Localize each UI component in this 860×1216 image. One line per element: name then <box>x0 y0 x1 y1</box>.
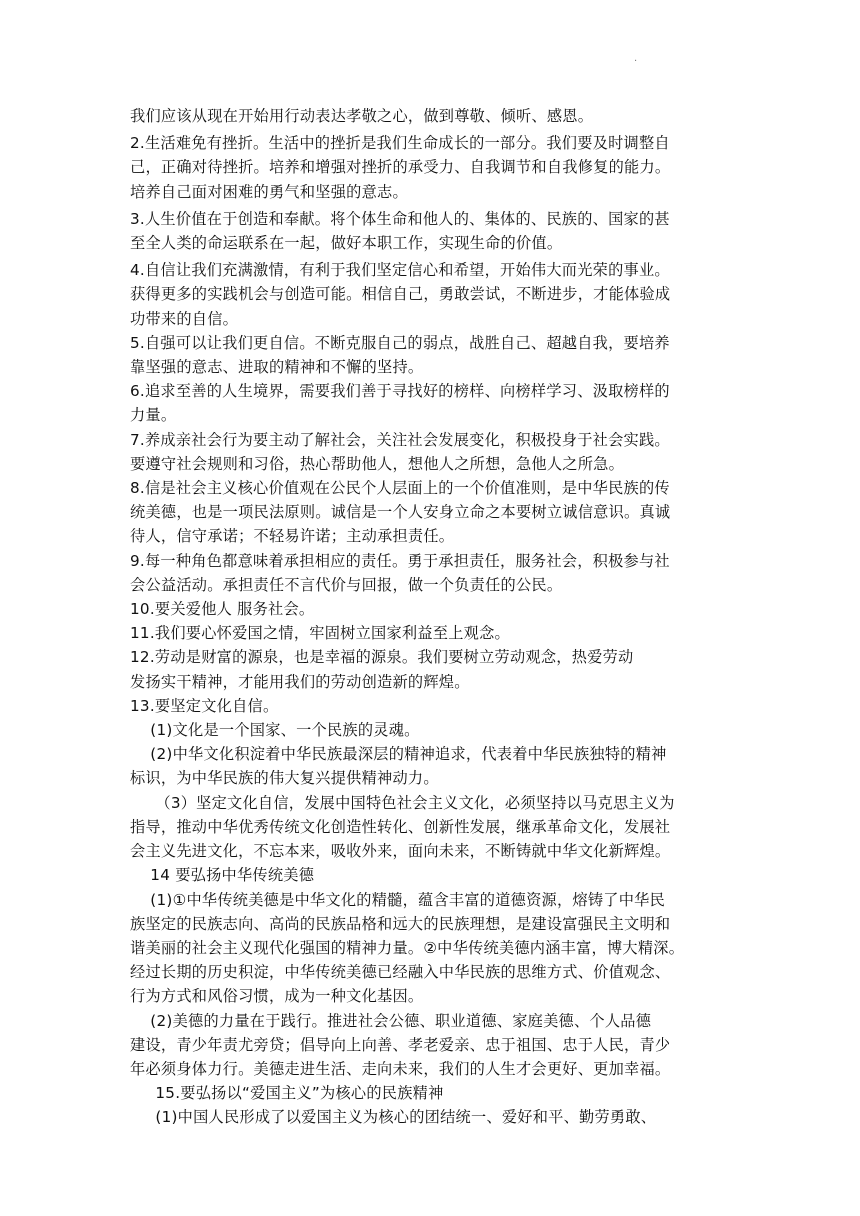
text-line: 行为方式和风俗习惯，成为一种文化基因。 <box>130 987 424 1006</box>
text-line: 4.自信让我们充满激情，有利于我们坚定信心和希望，开始伟大而光荣的事业。 <box>130 261 670 280</box>
text-line: 谐美丽的社会主义现代化强国的精神力量。②中华传统美德内涵丰富，博大精深。 <box>130 938 685 957</box>
text-line: 我们应该从现在开始用行动表达孝敬之心，做到尊敬、倾听、感恩。 <box>130 107 594 125</box>
text-line: 5.自强可以让我们更自信。不断克服自己的弱点，战胜自己、超越自我，要培养 <box>130 333 670 352</box>
text-line: 12.劳动是财富的源泉，也是幸福的源泉。我们要树立劳动观念，热爱劳动 <box>130 648 634 667</box>
text-line: 会公益活动。承担责任不言代价与回报，做一个负责任的公民。 <box>130 575 563 594</box>
document-body <box>130 104 742 1130</box>
text-line: 建设，青少年责尤旁贷；倡导向上向善、孝老爱亲、忠于祖国、忠于人民，青少 <box>130 1035 671 1054</box>
text-line: （3）坚定文化自信，发展中国特色社会主义文化，必须坚持以马克思主义为 <box>130 793 675 812</box>
text-line: 9.每一种角色都意味着承担相应的责任。勇于承担责任，服务社会，积极参与社 <box>130 551 670 570</box>
text-line: 14 要弘扬中华传统美德 <box>130 866 315 885</box>
text-line: 靠坚强的意志、进取的精神和不懈的坚持。 <box>130 358 424 377</box>
text-line: 8.信是社会主义核心价值观在公民个人层面上的一个价值准则，是中华民族的传 <box>130 479 670 498</box>
text-line: 13.要坚定文化自信。 <box>130 696 279 715</box>
text-line: 培养自己面对困难的勇气和坚强的意志。 <box>130 182 408 201</box>
text-line: 力量。 <box>130 406 177 425</box>
text-line: 统美德，也是一项民法原则。诚信是一个人安身立命之本要树立诚信意识。真诚 <box>130 503 671 522</box>
text-line: 标识，为中华民族的伟大复兴提供精神动力。 <box>130 769 439 788</box>
text-line: (1)①中华传统美德是中华文化的精髓，蕴含丰富的道德资源，熔铸了中华民 <box>130 890 666 909</box>
text-line: 族坚定的民族志向、高尚的民族品格和远大的民族理想，是建设富强民主文明和 <box>130 914 671 933</box>
text-line: 6.追求至善的人生境界，需要我们善于寻找好的榜样、向榜样学习、汲取榜样的 <box>130 382 670 401</box>
text-line: 11.我们要心怀爱国之情，牢固树立国家利益至上观念。 <box>130 624 510 643</box>
text-line: (2)中华文化积淀着中华民族最深层的精神追求，代表着中华民族独特的精神 <box>130 745 667 764</box>
text-line: 获得更多的实践机会与创造可能。相信自己，勇敢尝试，不断进步，才能体验成 <box>130 285 671 304</box>
text-line: (1)中国人民形成了以爱国主义为核心的团结统一、爱好和平、勤劳勇敢、 <box>130 1108 657 1127</box>
text-line: 指导，推动中华优秀传统文化创造性转化、创新性发展，继承革命文化，发展社 <box>130 817 671 836</box>
text-line: 发扬实干精神，才能用我们的劳动创造新的辉煌。 <box>130 672 470 691</box>
text-line: 10.要关爱他人 服务社会。 <box>130 600 315 619</box>
text-line: 功带来的自信。 <box>130 309 239 328</box>
text-line: 15.要弘扬以“爱国主义”为核心的民族精神 <box>130 1084 444 1103</box>
text-line: 3.人生价值在于创造和奉献。将个体生命和他人的、集体的、民族的、国家的甚 <box>130 209 670 228</box>
text-line: 经过长期的历史积淀，中华传统美德已经融入中华民族的思维方式、价值观念、 <box>130 963 671 982</box>
text-line: 会主义先进文化，不忘本来，吸收外来，面向未来，不断铸就中华文化新辉煌。 <box>130 842 671 861</box>
text-line: 至全人类的命运联系在一起，做好本职工作，实现生命的价值。 <box>130 234 563 253</box>
text-line: 待人，信守承诺；不轻易许诺；主动承担责任。 <box>130 527 455 546</box>
text-line: (2)美德的力量在于践行。推进社会公德、职业道德、家庭美德、个人品德 <box>130 1011 652 1030</box>
header-dot: · <box>634 56 638 67</box>
text-line: 7.养成亲社会行为要主动了解社会，关注社会发展变化，积极投身于社会实践。 <box>130 430 670 449</box>
text-line: 年必须身体力行。美德走进生活、走向未来，我们的人生才会更好、更加幸福。 <box>130 1059 671 1078</box>
text-line: 要遵守社会规则和习俗，热心帮助他人，想他人之所想，急他人之所急。 <box>130 454 624 473</box>
text-line: 2.生活难免有挫折。生活中的挫折是我们生命成长的一部分。我们要及时调整自 <box>130 134 670 153</box>
text-line: (1)文化是一个国家、一个民族的灵魂。 <box>130 721 420 740</box>
text-line: 己，正确对待挫折。培养和增强对挫折的承受力、自我调节和自我修复的能力。 <box>130 158 671 177</box>
